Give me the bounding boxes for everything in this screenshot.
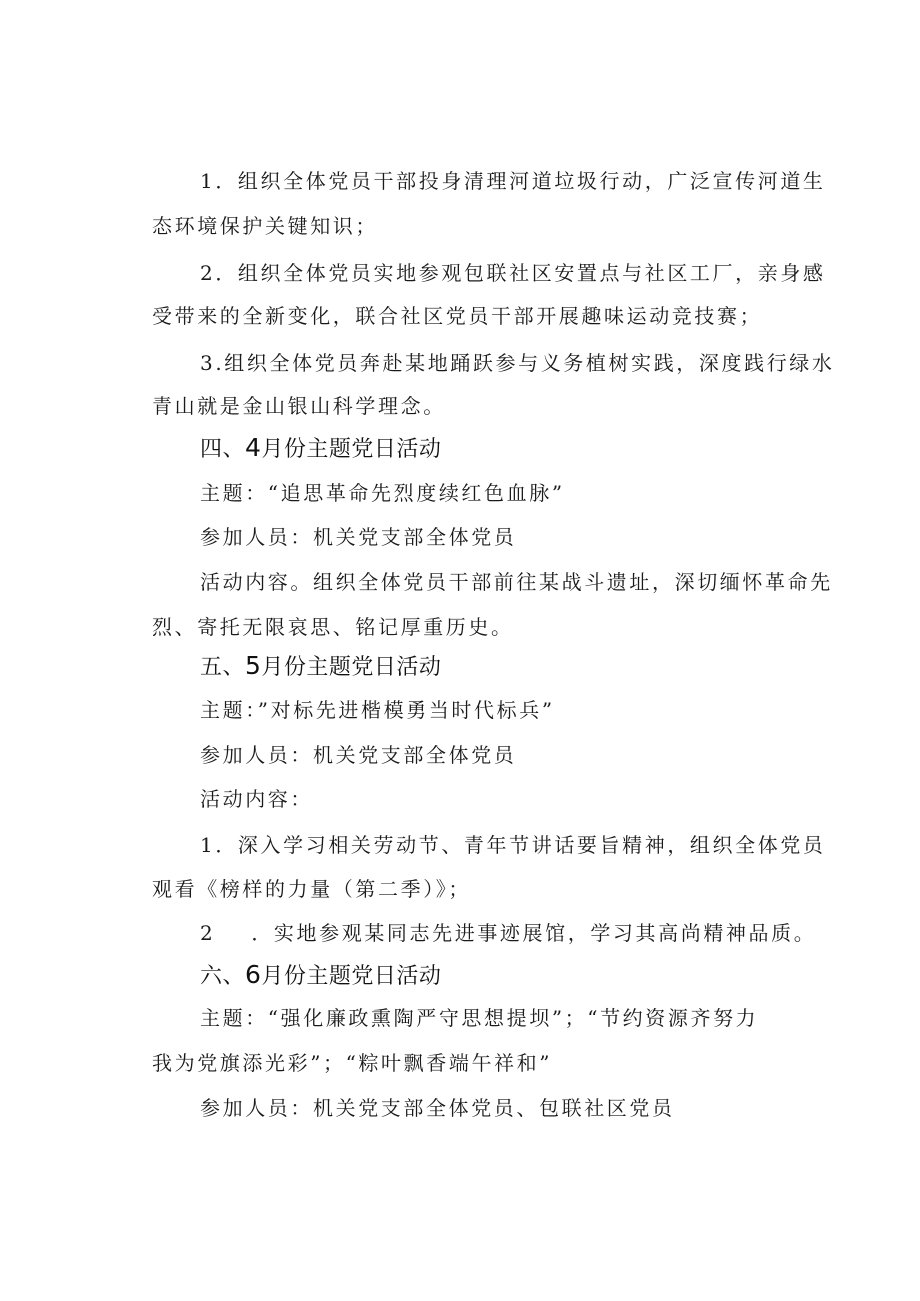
item-1-text: ．组织全体党员干部投身清理河道垃圾行动，广泛宣传河道生 xyxy=(215,169,826,193)
section-5-item-2 xyxy=(200,923,816,943)
section-4-heading-suffix: 月份主题党日活动 xyxy=(261,437,442,462)
section-6-heading-prefix: 六、 xyxy=(200,964,246,989)
section-5-item-1-text: ．深入学习相关劳动节、青年节讲话要旨精神，组织全体党员 xyxy=(215,833,826,857)
item-3-text: 组织全体党员奔赴某地踊跃参与义务植树实践，深度践行绿水 xyxy=(224,351,835,375)
item-1-line-2: 态环境保护关键知识； xyxy=(152,214,378,238)
section-4-participants: 参加人员：机关党支部全体党员 xyxy=(200,525,517,549)
section-6-theme-line-2: 我为党旗添光彩”；“粽叶飘香端午祥和” xyxy=(152,1051,553,1075)
item-2-text: ．组织全体党员实地参观包联社区安置点与社区工厂，亲身感 xyxy=(215,261,826,285)
section-5-heading-prefix: 五、 xyxy=(200,655,246,680)
section-5-heading-suffix: 月份主题党日活动 xyxy=(261,655,442,680)
item-1-number: 1 xyxy=(200,169,216,193)
section-4-heading-number: 4 xyxy=(245,433,262,462)
section-5-theme: 主题：”对标先进楷模勇当时代标兵” xyxy=(200,698,555,722)
section-6-heading xyxy=(200,962,441,988)
section-5-item-1-number: 1 xyxy=(200,833,216,857)
item-3-line-2: 青山就是金山银山科学理念。 xyxy=(152,394,446,418)
section-5-content-label: 活动内容： xyxy=(200,787,313,811)
section-4-content-line-2: 烈、寄托无限哀思、铭记厚重历史。 xyxy=(152,615,514,639)
section-4-heading xyxy=(200,435,441,461)
item-1-line-1 xyxy=(200,171,826,191)
section-6-heading-number: 6 xyxy=(245,960,262,989)
section-5-participants: 参加人员：机关党支部全体党员 xyxy=(200,743,517,767)
section-5-item-1-line-1 xyxy=(200,835,826,855)
section-5-heading xyxy=(200,653,441,679)
section-6-participants: 参加人员：机关党支部全体党员、包联社区党员 xyxy=(200,1096,675,1120)
section-5-item-1-line-2: 观看《榜样的力量（第二季）》； xyxy=(152,877,471,901)
section-4-content-line-1: 活动内容。组织全体党员干部前往某战斗遗址，深切缅怀革命先 xyxy=(200,570,833,594)
item-2-number: 2 xyxy=(200,261,216,285)
section-4-theme: 主题：“追思革命先烈度续红色血脉” xyxy=(200,481,565,505)
section-6-theme-line-1: 主题：“强化廉政熏陶严守思想提坝”；“节约资源齐努力 xyxy=(200,1006,759,1030)
section-5-heading-number: 5 xyxy=(245,651,262,680)
item-2-line-2: 受带来的全新变化，联合社区党员干部开展趣味运动竞技赛； xyxy=(152,304,763,328)
section-5-item-2-text: ．实地参观某同志先进事迹展馆，学习其高尚精神品质。 xyxy=(251,921,817,945)
section-4-heading-prefix: 四、 xyxy=(200,437,246,462)
item-2-line-1 xyxy=(200,263,826,283)
item-3-number: 3. xyxy=(200,351,225,375)
section-6-heading-suffix: 月份主题党日活动 xyxy=(261,964,442,989)
section-5-item-2-number: 2 xyxy=(200,921,216,945)
item-3-line-1 xyxy=(200,353,835,373)
